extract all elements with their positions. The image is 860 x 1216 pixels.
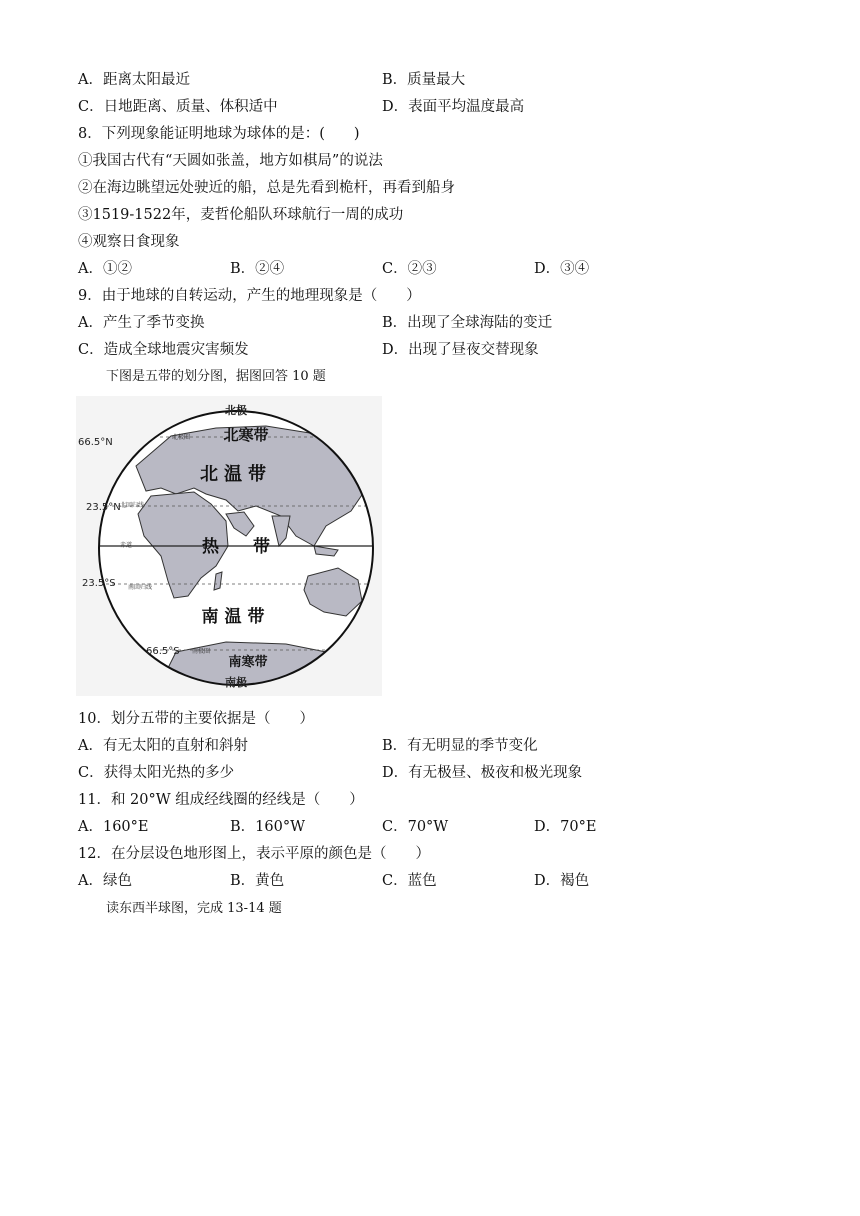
- zone-tropical: 热 带: [202, 537, 270, 557]
- antarctic-circle-label: 南极圈: [192, 648, 211, 655]
- zone-north-frigid: 北寒带: [223, 426, 269, 444]
- q10-option-b: B．有无明显的季节变化: [382, 738, 538, 754]
- arctic-circle-label: 北极圈: [172, 434, 191, 441]
- q8-option-c: C．②③: [382, 261, 437, 277]
- q8-statement-2: ②在海边眺望远处驶近的船，总是先看到桅杆，再看到船身: [78, 180, 455, 196]
- q8-option-d: D．③④: [534, 261, 590, 277]
- tropic-cancer-label: 北回归线: [120, 502, 145, 509]
- zone-south-frigid: 南寒带: [228, 655, 268, 670]
- lat-label-23-5s: 23.5°S: [82, 578, 116, 589]
- q11-option-a: A．160°E: [78, 819, 149, 835]
- q12-stem: 12．在分层设色地形图上，表示平原的颜色是（ ）: [78, 846, 430, 862]
- q8-statement-1: ①我国古代有“天圆如张盖，地方如棋局”的说法: [78, 153, 383, 169]
- q8-statement-3: ③1519-1522年，麦哲伦船队环球航行一周的成功: [78, 207, 404, 223]
- q11-option-c: C．70°W: [382, 819, 449, 835]
- q10-option-a: A．有无太阳的直射和斜射: [78, 738, 248, 754]
- q7-option-d: D．表面平均温度最高: [382, 99, 525, 115]
- south-pole-label: 南极: [225, 676, 247, 689]
- q10-stem: 10．划分五带的主要依据是（ ）: [78, 711, 314, 727]
- five-zones-map: [76, 396, 382, 696]
- q8-stem: 8．下列现象能证明地球为球体的是：( ): [78, 126, 360, 142]
- q7-option-b: B．质量最大: [382, 72, 466, 88]
- tropic-capricorn-label: 南回归线: [128, 584, 153, 591]
- q8-option-b: B．②④: [230, 261, 285, 277]
- q11-option-d: D．70°E: [534, 819, 597, 835]
- q12-option-b: B．黄色: [230, 873, 285, 889]
- q12-option-a: A．绿色: [78, 873, 132, 889]
- q9-option-c: C．造成全球地震灾害频发: [78, 342, 249, 358]
- q7-option-c: C．日地距离、质量、体积适中: [78, 99, 278, 115]
- zone-south-temperate: 南温带: [201, 607, 271, 627]
- q8-statement-4: ④观察日食现象: [78, 234, 180, 250]
- q12-option-c: C．蓝色: [382, 873, 437, 889]
- equator-label: 赤道: [120, 542, 133, 549]
- lat-label-66-5s: 66.5°S: [146, 646, 180, 657]
- q10-option-d: D．有无极昼、极夜和极光现象: [382, 765, 583, 781]
- q8-option-a: A．①②: [78, 261, 132, 277]
- q9-option-b: B．出现了全球海陆的变迁: [382, 315, 553, 331]
- q9-stem: 9．由于地球的自转运动，产生的地理现象是（ ）: [78, 288, 421, 304]
- zone-north-temperate: 北温带: [200, 464, 272, 485]
- q7-option-a: A．距离太阳最近: [78, 72, 190, 88]
- lat-label-23-5n: 23.5°N: [86, 502, 121, 513]
- north-pole-label: 北极: [225, 404, 247, 417]
- q11-option-b: B．160°W: [230, 819, 305, 835]
- q10-option-c: C．获得太阳光热的多少: [78, 765, 235, 781]
- lat-label-66-5n: 66.5°N: [78, 437, 113, 448]
- q11-stem: 11．和 20°W 组成经线圈的经线是（ ）: [78, 792, 364, 808]
- q9-option-d: D．出现了昼夜交替现象: [382, 342, 539, 358]
- q12-option-d: D．褐色: [534, 873, 590, 889]
- q13-note: 读东西半球图，完成 13-14 题: [106, 901, 282, 916]
- figure-note: 下图是五带的划分图，据图回答 10 题: [106, 369, 326, 384]
- q9-option-a: A．产生了季节变换: [78, 315, 205, 331]
